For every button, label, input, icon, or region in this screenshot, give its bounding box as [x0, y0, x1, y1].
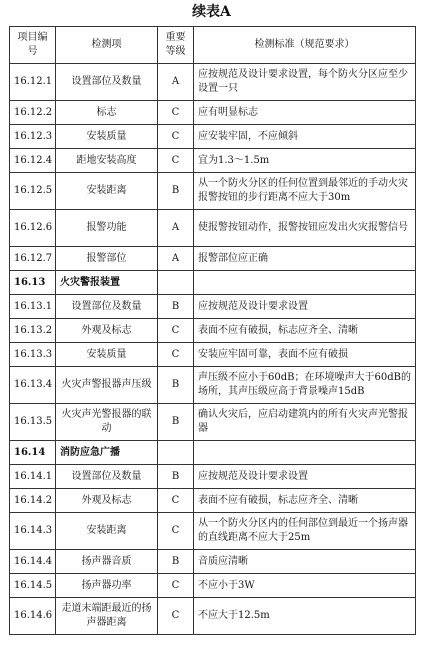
cell-level: C: [158, 101, 194, 125]
cell-standard: 表面不应有破损，标志应齐全、清晰: [194, 489, 416, 513]
header-row: [10, 27, 416, 64]
cell-level: B: [158, 367, 194, 404]
table-row: [10, 404, 416, 441]
cell-item: 设置部位及数量: [56, 64, 158, 101]
table-row: [10, 149, 416, 173]
cell-no: 16.13.3: [10, 343, 56, 367]
cell-item: 外观及标志: [56, 489, 158, 513]
cell-item: 报警功能: [56, 210, 158, 247]
cell-no: 16.14.3: [10, 513, 56, 550]
cell-no: 16.13.5: [10, 404, 56, 441]
cell-no: 16.14.4: [10, 550, 56, 574]
header-standard: 检测标准（规范要求）: [194, 27, 416, 64]
section-no: 16.14: [10, 441, 56, 465]
table-row: [10, 489, 416, 513]
cell-level: B: [158, 465, 194, 489]
table-row: [10, 550, 416, 574]
cell-standard: [194, 271, 416, 295]
cell-level: B: [158, 295, 194, 319]
cell-item: 安装质量: [56, 125, 158, 149]
cell-standard: 应按规范及设计要求设置: [194, 295, 416, 319]
cell-standard: 报警部位应正确: [194, 247, 416, 271]
cell-no: 16.12.3: [10, 125, 56, 149]
cell-item: 外观及标志: [56, 319, 158, 343]
cell-standard: 从一个防火分区内的任何部位到最近一个扬声器的直线距离不应大于25m: [194, 513, 416, 550]
cell-item: 扬声器音质: [56, 550, 158, 574]
cell-item: 报警部位: [56, 247, 158, 271]
cell-standard: 确认火灾后，应启动建筑内的所有火灾声光警报器: [194, 404, 416, 441]
cell-level: A: [158, 210, 194, 247]
section-no: 16.13: [10, 271, 56, 295]
section-row: [10, 271, 416, 295]
table-title: 续表A: [192, 4, 231, 20]
header-no: 项目编号: [10, 27, 56, 64]
cell-no: 16.12.2: [10, 101, 56, 125]
cell-level: A: [158, 247, 194, 271]
cell-level: [158, 271, 194, 295]
cell-standard: 从一个防火分区的任何位置到最邻近的手动火灾报警按钮的步行距离不应大于30m: [194, 173, 416, 210]
cell-no: 16.13.2: [10, 319, 56, 343]
table-row: [10, 210, 416, 247]
header-level: 重要等级: [158, 27, 194, 64]
cell-standard: 应有明显标志: [194, 101, 416, 125]
cell-no: 16.12.7: [10, 247, 56, 271]
cell-no: 16.13.1: [10, 295, 56, 319]
cell-no: 16.13.4: [10, 367, 56, 404]
cell-standard: 应按规范及设计要求设置，每个防火分区应至少设置一只: [194, 64, 416, 101]
cell-standard: 不应小于3W: [194, 574, 416, 598]
cell-item: 火灾声警报器声压级: [56, 367, 158, 404]
cell-standard: 应按规范及设计要求设置: [194, 465, 416, 489]
cell-standard: 使报警按钮动作，报警按钮应发出火灾报警信号: [194, 210, 416, 247]
cell-level: B: [158, 550, 194, 574]
cell-level: C: [158, 343, 194, 367]
section-row: [10, 441, 416, 465]
inspection-table: [9, 26, 416, 635]
cell-standard: 不应大于12.5m: [194, 598, 416, 635]
cell-no: 16.14.5: [10, 574, 56, 598]
table-row: [10, 295, 416, 319]
cell-standard: 音质应清晰: [194, 550, 416, 574]
cell-item: 设置部位及数量: [56, 295, 158, 319]
cell-level: B: [158, 404, 194, 441]
cell-item: 设置部位及数量: [56, 465, 158, 489]
cell-standard: 表面不应有破损，标志应齐全、清晰: [194, 319, 416, 343]
table-row: [10, 574, 416, 598]
cell-item: 安装距离: [56, 513, 158, 550]
cell-standard: 应安装牢固，不应倾斜: [194, 125, 416, 149]
cell-item: 火灾声光警报器的联动: [56, 404, 158, 441]
cell-level: C: [158, 598, 194, 635]
table-row: [10, 367, 416, 404]
cell-no: 16.12.1: [10, 64, 56, 101]
cell-level: B: [158, 173, 194, 210]
cell-no: 16.14.1: [10, 465, 56, 489]
cell-level: C: [158, 125, 194, 149]
cell-no: 16.12.4: [10, 149, 56, 173]
table-row: [10, 319, 416, 343]
table-row: [10, 598, 416, 635]
table-row: [10, 513, 416, 550]
cell-standard: [194, 441, 416, 465]
cell-standard: 宜为1.3～1.5m: [194, 149, 416, 173]
cell-level: C: [158, 574, 194, 598]
section-title: 火灾警报装置: [56, 271, 158, 295]
cell-level: A: [158, 64, 194, 101]
cell-level: C: [158, 149, 194, 173]
cell-no: 16.14.2: [10, 489, 56, 513]
cell-level: [158, 441, 194, 465]
cell-item: 安装距离: [56, 173, 158, 210]
section-title: 消防应急广播: [56, 441, 158, 465]
cell-level: C: [158, 319, 194, 343]
cell-level: C: [158, 513, 194, 550]
cell-standard: 声压级不应小于60dB；在环境噪声大于60dB的场所，其声压级应高于背景噪声15dB: [194, 367, 416, 404]
table-row: [10, 101, 416, 125]
cell-no: 16.12.6: [10, 210, 56, 247]
table-row: [10, 465, 416, 489]
header-item: 检测项: [56, 27, 158, 64]
table-row: [10, 173, 416, 210]
cell-level: C: [158, 489, 194, 513]
table-row: [10, 343, 416, 367]
cell-no: 16.14.6: [10, 598, 56, 635]
table-row: [10, 125, 416, 149]
cell-item: 标志: [56, 101, 158, 125]
cell-item: 走道末端距最近的扬声器距离: [56, 598, 158, 635]
cell-standard: 安装应牢固可靠，表面不应有破损: [194, 343, 416, 367]
cell-item: 距地安装高度: [56, 149, 158, 173]
cell-item: 安装质量: [56, 343, 158, 367]
cell-no: 16.12.5: [10, 173, 56, 210]
cell-item: 扬声器功率: [56, 574, 158, 598]
table-row: [10, 64, 416, 101]
table-row: [10, 247, 416, 271]
